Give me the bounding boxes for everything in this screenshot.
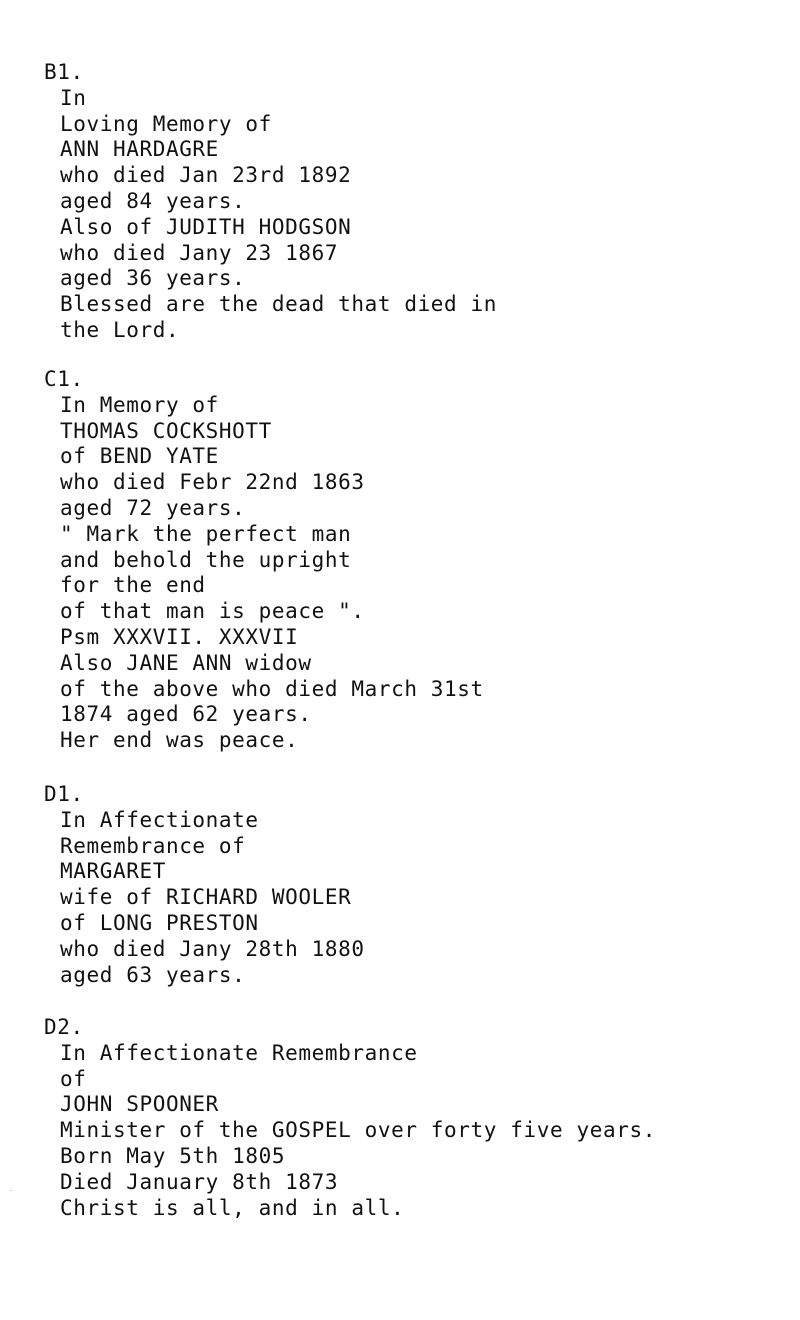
entry-id: C1. [44,367,84,391]
inscription-line: Psm XXXVII. XXXVII [60,624,299,649]
inscription-line: Born May 5th 1805 [60,1143,286,1168]
inscription-line: Also JANE ANN widow [60,650,312,675]
inscription-line: Her end was peace. [60,728,299,753]
inscription-line: MARGARET [60,859,166,884]
inscription-line: Christ is all, and in all. [60,1195,405,1220]
inscription-line: In [60,85,87,110]
inscription-line: Remembrance of [60,833,246,858]
inscription-line: aged 63 years. [60,962,246,987]
inscription-line: the Lord. [60,317,180,342]
inscription-line: and behold the upright [60,547,352,572]
inscription-line: who died Febr 22nd 1863 [60,470,365,495]
inscription-d1 [44,782,365,988]
scan-speck [10,1190,12,1191]
inscription-line: In Affectionate [60,807,259,832]
inscription-line: In Memory of [60,392,219,417]
inscription-line: of LONG PRESTON [60,910,259,935]
inscription-lines [44,808,365,989]
inscription-line: Also of JUDITH HODGSON [60,214,352,239]
inscription-d2 [44,1015,656,1221]
entry-id: B1. [44,60,84,84]
inscription-line: of BEND YATE [60,444,219,469]
inscription-line: aged 36 years. [60,266,246,291]
inscription-line: Died January 8th 1873 [60,1169,339,1194]
inscription-lines [44,1041,656,1222]
inscription-line: of that man is peace ". [60,599,365,624]
inscription-line: Blessed are the dead that died in [60,292,498,317]
inscription-line: wife of RICHARD WOOLER [60,885,352,910]
inscription-line: Loving Memory of [60,111,272,136]
inscription-line: who died Jan 23rd 1892 [60,163,352,188]
inscription-line: aged 72 years. [60,495,246,520]
inscription-line: of the above who died March 31st [60,676,484,701]
inscription-line: of [60,1066,87,1091]
inscription-line: ANN HARDAGRE [60,137,219,162]
inscription-b1 [44,60,497,344]
inscription-line: In Affectionate Remembrance [60,1040,418,1065]
inscription-line: who died Jany 23 1867 [60,240,339,265]
entry-id: D2. [44,1015,84,1039]
inscription-line: aged 84 years. [60,188,246,213]
inscription-lines [44,393,484,754]
entry-id: D1. [44,782,84,806]
inscription-line: 1874 aged 62 years. [60,702,312,727]
inscription-line: who died Jany 28th 1880 [60,936,365,961]
inscription-c1 [44,367,484,754]
inscription-line: Minister of the GOSPEL over forty five years. [60,1118,656,1143]
inscription-line: " Mark the perfect man [60,521,352,546]
inscription-lines [44,86,497,344]
inscription-line: JOHN SPOONER [60,1092,219,1117]
inscription-line: for the end [60,573,206,598]
inscription-line: THOMAS COCKSHOTT [60,418,272,443]
